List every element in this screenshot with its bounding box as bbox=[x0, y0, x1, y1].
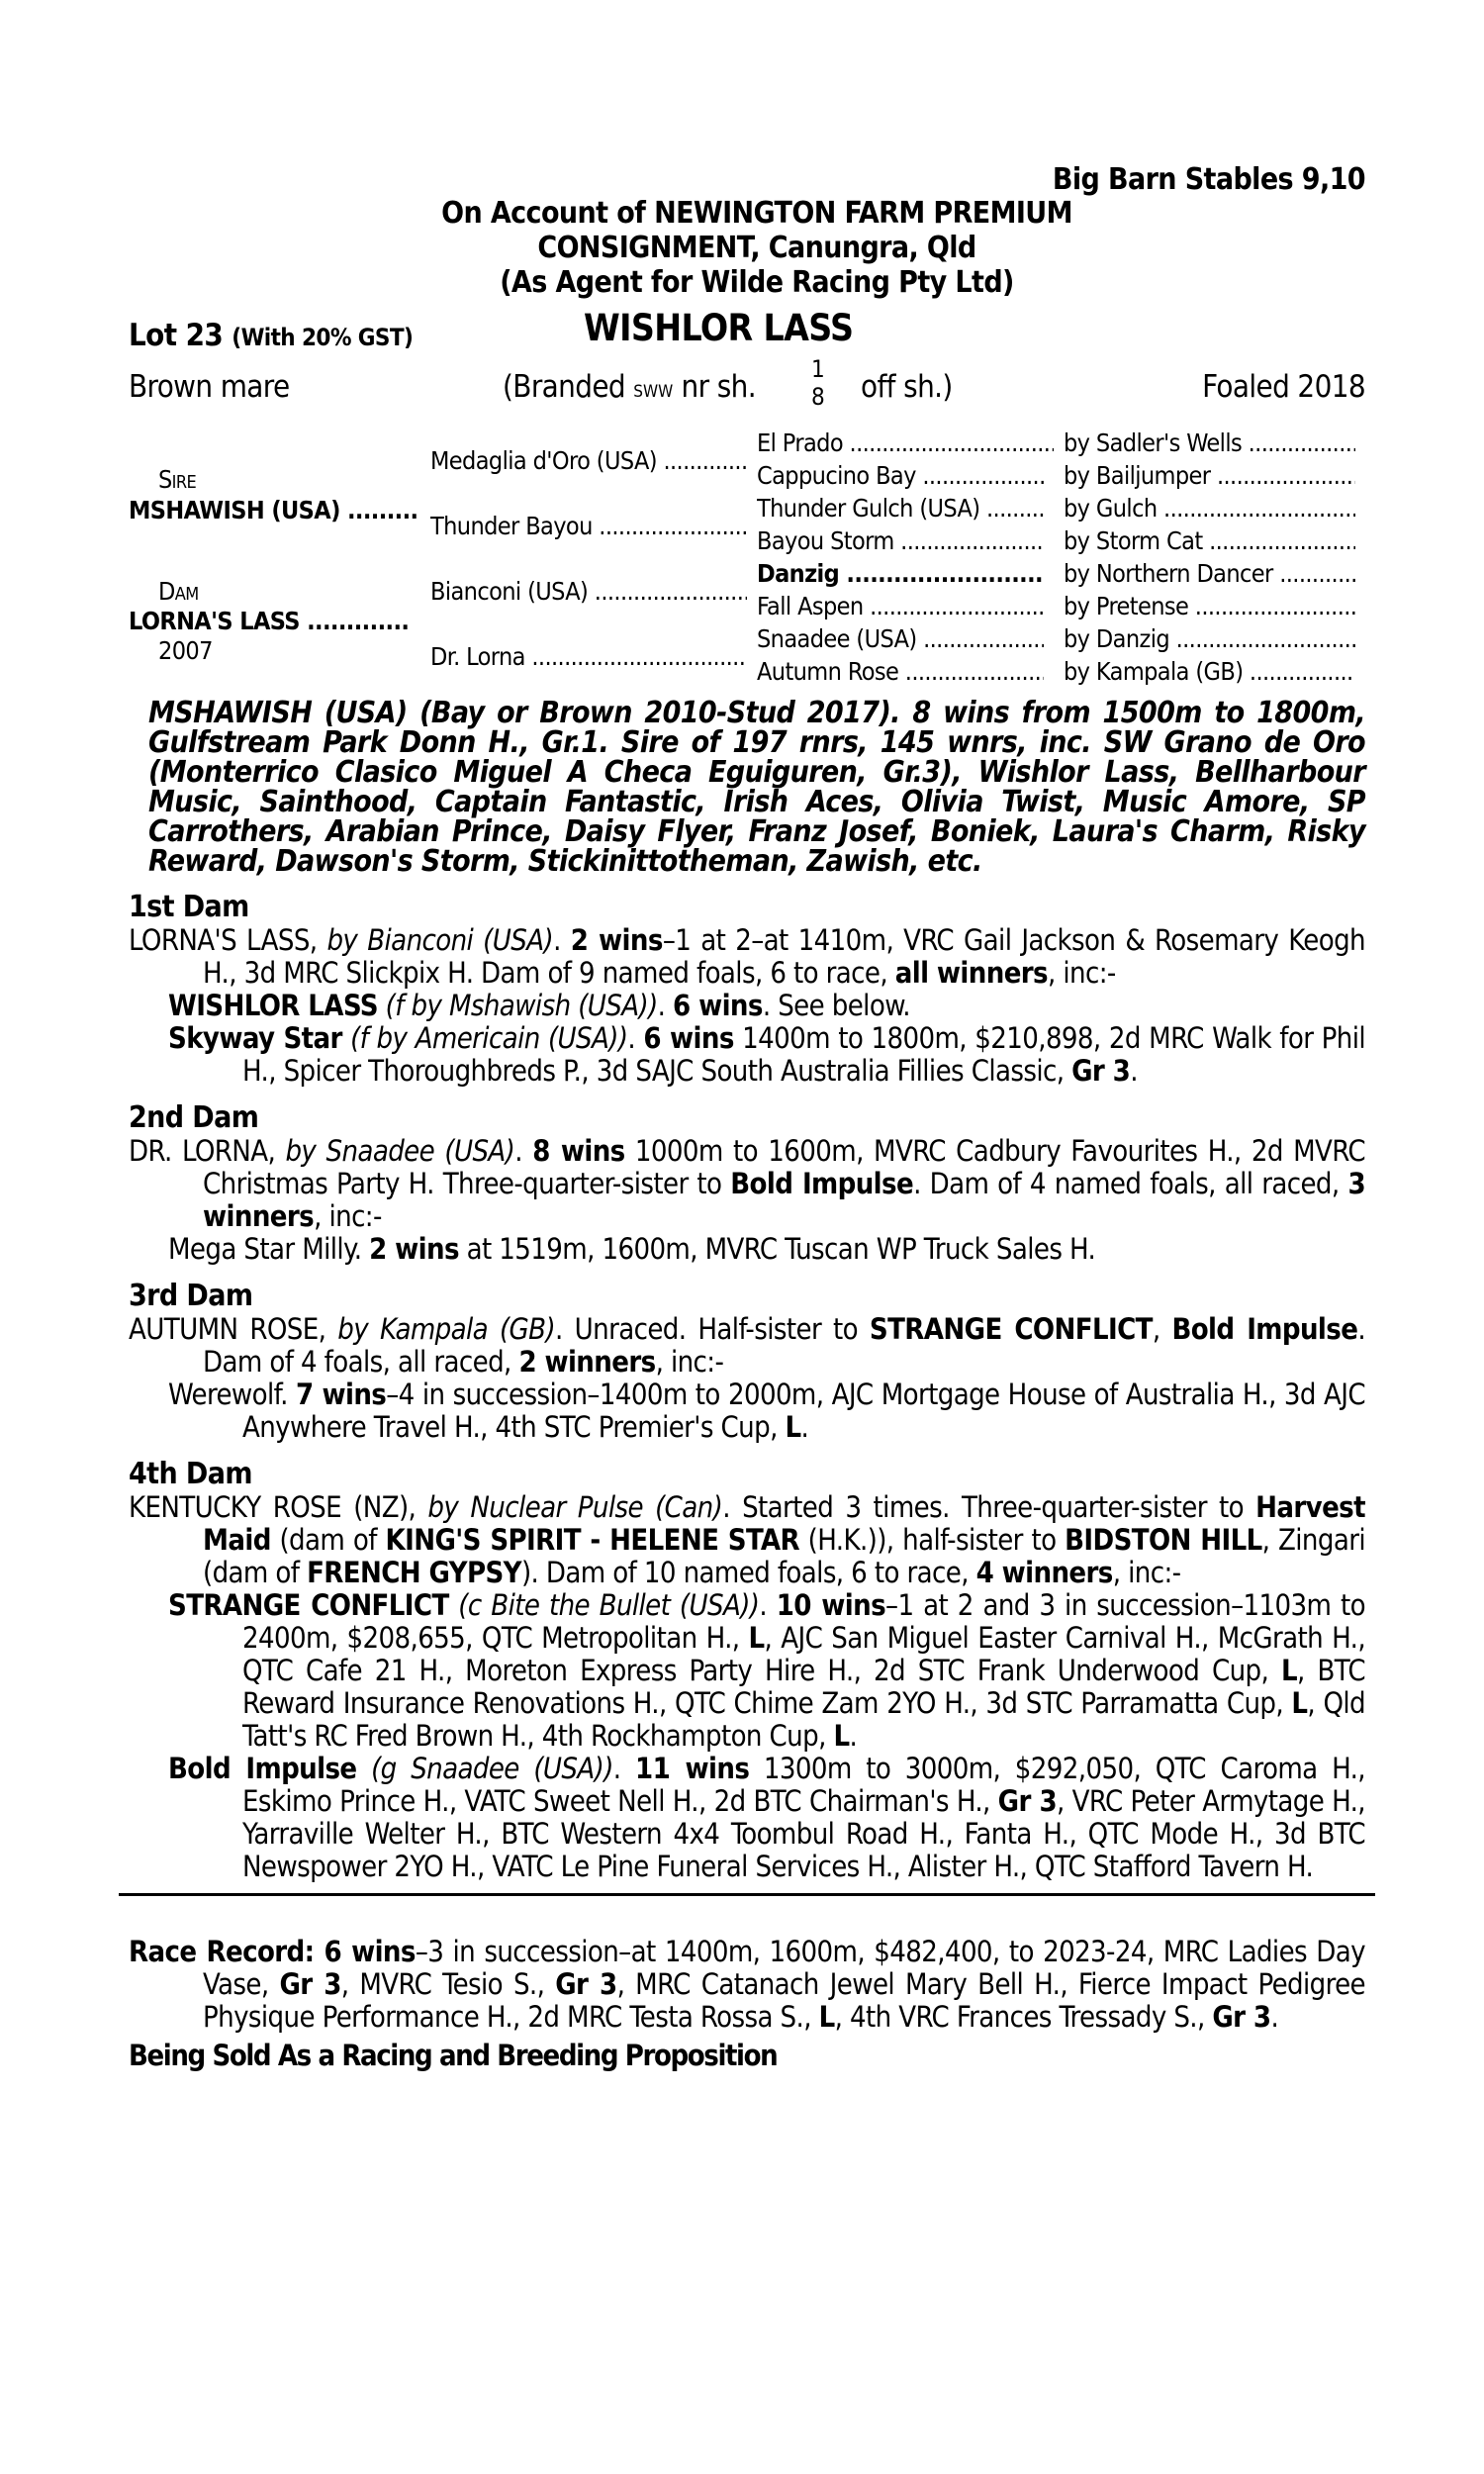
text-segment: . bbox=[553, 923, 571, 957]
sire-label: Sire bbox=[158, 465, 197, 494]
text-segment: . bbox=[627, 1021, 644, 1055]
text-segment: 11 wins bbox=[635, 1752, 750, 1785]
lot-number bbox=[129, 320, 413, 354]
text-segment: 1300m to 3000m, $292,050, QTC Caroma H., Eskimo Prince H., VATC Sweet Nell H., 2d BTC Chairman's H., bbox=[242, 1752, 1365, 1818]
text-segment: Werewolf. bbox=[168, 1378, 296, 1411]
text-segment: KING'S SPIRIT - HELENE STAR bbox=[385, 1523, 799, 1557]
text-segment: . bbox=[1270, 2000, 1279, 2034]
text-segment: (g Snaadee (USA)) bbox=[356, 1752, 613, 1785]
text-segment: by Nuclear Pulse (Can) bbox=[427, 1490, 723, 1524]
text-segment: , VRC Peter Armytage H., Yarraville Welter H., BTC Western 4x4 Toombul Road H., Fanta H., QTC Mode H., 3d BTC Newspower 2YO H., VATC Le Pine Funeral Services H., Alister H., QTC Stafford Tavern H. bbox=[242, 1784, 1365, 1883]
gen3-ancestor: Autumn Rose ..... bbox=[757, 655, 1044, 688]
text-segment: (f by Mshawish (USA)) bbox=[377, 989, 658, 1022]
fraction-numerator: 1 bbox=[811, 355, 825, 383]
text-segment: 6 wins bbox=[643, 1021, 734, 1055]
gen3-ancestor: Cappucino Bay ..... bbox=[757, 459, 1044, 492]
text-segment: STRANGE CONFLICT bbox=[168, 1588, 449, 1622]
text-segment: Gr 3 bbox=[279, 1967, 341, 2001]
gen4-ancestor: by Danzig ..... bbox=[1064, 622, 1355, 655]
text-segment: 1400m to 1800m, $210,898, 2d MRC Walk for Phil H., Spicer Thoroughbreds P., 3d SAJC South Australia Fillies Classic, bbox=[242, 1021, 1366, 1088]
gen4-ancestor: by Kampala (GB) ..... bbox=[1064, 655, 1355, 688]
text-segment: DR. LORNA, bbox=[129, 1134, 286, 1168]
text-segment: L bbox=[1291, 1686, 1308, 1720]
text-segment: Gr 3 bbox=[1071, 1054, 1131, 1088]
text-segment: , inc:- bbox=[655, 1345, 724, 1379]
pedigree-table bbox=[129, 427, 1365, 689]
text-segment: Gr 3 bbox=[1212, 2000, 1271, 2034]
description-row bbox=[129, 355, 1365, 423]
fraction-denominator: 8 bbox=[811, 383, 825, 411]
gen3-ancestor: El Prado ..... bbox=[757, 427, 1054, 459]
text-segment: by Kampala (GB) bbox=[337, 1312, 556, 1346]
text-segment: , MVRC Tesio S., bbox=[340, 1967, 556, 2001]
text-segment: . bbox=[657, 989, 674, 1022]
text-segment: –1 at 2–at 1410m, VRC Gail Jackson & Rosemary Keogh H., 3d MRC Slickpix H. Dam of 9 named foals, 6 to race, bbox=[203, 923, 1365, 990]
gen4-ancestor: by Gulch ..... bbox=[1064, 492, 1355, 524]
sire-summary: MSHAWISH (USA) (Bay or Brown 2010-Stud 2017). 8 wins from 1500m to 1800m, Gulfstream Park Donn H., Gr.1. Sire of 197 rnrs, 145 wnrs, inc. SW Grano de Oro (Monterrico Clasico Miguel A Checa Eguiguren, Gr.3), Wishlor Lass, Bellharbour Music, Sainthood, Captain Fantastic, Irish Aces, Olivia Twist, Music Amore, SP Carrothers, Arabian Prince, Daisy Flyer, Franz Josef, Boniek, Laura's Charm, Risky Reward, Dawson's Storm, Stickinittotheman, Zawish, etc. bbox=[148, 696, 1365, 879]
gen2-dam-dam: Dr. Lorna ..... bbox=[430, 640, 747, 673]
branded-mid: nr sh. bbox=[681, 369, 756, 405]
text-segment: L bbox=[1280, 1654, 1297, 1687]
text-segment: . Started 3 times. Three-quarter-sister to bbox=[722, 1490, 1256, 1524]
text-segment: Harvest Maid bbox=[203, 1490, 1365, 1557]
dam-foaled-year: 2007 bbox=[158, 636, 213, 665]
lot-label: Lot 23 bbox=[129, 318, 224, 353]
text-segment: Bold Impulse bbox=[1171, 1312, 1358, 1346]
brand-mark: SWW bbox=[633, 382, 674, 402]
text-segment: KENTUCKY ROSE (NZ), bbox=[129, 1490, 428, 1524]
text-segment: L bbox=[818, 2000, 835, 2034]
text-segment: by Bianconi (USA) bbox=[326, 923, 554, 957]
progeny-entry bbox=[129, 1379, 1365, 1444]
text-segment: . See below. bbox=[762, 989, 910, 1022]
sale-proposition: Being Sold As a Racing and Breeding Proposition bbox=[129, 2039, 778, 2072]
text-segment: 2 wins bbox=[369, 1232, 459, 1266]
text-segment: 10 wins bbox=[776, 1588, 886, 1622]
text-segment: Gr 3 bbox=[997, 1784, 1058, 1818]
catalogue-page bbox=[129, 163, 1365, 2072]
gen3-ancestor: Snaadee (USA) ..... bbox=[757, 622, 1044, 655]
text-segment: , inc:- bbox=[1048, 956, 1116, 990]
horse-name: WISHLOR LASS bbox=[584, 307, 854, 349]
progeny-entry bbox=[129, 1022, 1365, 1088]
text-segment: STRANGE CONFLICT bbox=[869, 1312, 1153, 1346]
text-segment: Skyway Star bbox=[168, 1021, 342, 1055]
text-segment: , AJC San Miguel Easter Carnival H., McGrath H., QTC Cafe 21 H., Moreton Express Party Hire H., 2d STC Frank Underwood Cup, bbox=[242, 1621, 1365, 1687]
sire-name: MSHAWISH (USA) ..... bbox=[129, 494, 417, 526]
text-segment: L bbox=[785, 1410, 801, 1444]
dam-entry bbox=[129, 1491, 1365, 1589]
branded-suffix: off sh.) bbox=[861, 369, 953, 405]
section-heading: 4th Dam bbox=[129, 1457, 252, 1491]
brand-info bbox=[503, 371, 756, 409]
text-segment: by Snaadee (USA) bbox=[285, 1134, 515, 1168]
progeny-entry bbox=[129, 990, 1365, 1022]
divider bbox=[119, 1893, 1375, 1896]
text-segment: Race Record: 6 wins bbox=[129, 1935, 416, 1968]
text-segment: 2 wins bbox=[570, 923, 663, 957]
gen3-ancestor: Bayou Storm ..... bbox=[757, 524, 1044, 557]
gen4-ancestor: by Pretense ..... bbox=[1064, 590, 1355, 622]
text-segment: Gr 3 bbox=[555, 1967, 617, 2001]
consignor-line: CONSIGNMENT, Canungra, Qld bbox=[537, 231, 976, 265]
progeny-entry bbox=[129, 1233, 1365, 1266]
gst-note: (With 20% GST) bbox=[232, 324, 414, 351]
text-segment: (dam of bbox=[270, 1523, 386, 1557]
text-segment: . bbox=[1130, 1054, 1138, 1088]
text-segment: , 4th VRC Frances Tressady S., bbox=[834, 2000, 1213, 2034]
text-segment: all winners bbox=[894, 956, 1048, 990]
gen4-ancestor: by Storm Cat ..... bbox=[1064, 524, 1355, 557]
dam-entry bbox=[129, 924, 1365, 990]
text-segment: , Zingari (dam of bbox=[203, 1523, 1365, 1589]
text-segment: 1000m to 1600m, MVRC Cadbury Favourites H., 2d MVRC Christmas Party H. Three-quarter-sister to bbox=[203, 1134, 1365, 1200]
text-segment: , Qld Tatt's RC Fred Brown H., 4th Rockhampton Cup, bbox=[242, 1686, 1365, 1753]
dam-sections bbox=[129, 891, 1365, 1883]
text-segment: 2 winners bbox=[518, 1345, 656, 1379]
dam-label: Dam bbox=[158, 577, 199, 606]
text-segment: 7 wins bbox=[295, 1378, 387, 1411]
text-segment: . bbox=[849, 1719, 858, 1753]
text-segment: AUTUMN ROSE, bbox=[129, 1312, 338, 1346]
gen2-dam-sire: Bianconi (USA) ..... bbox=[430, 575, 747, 608]
foaled-year: Foaled 2018 bbox=[1202, 369, 1365, 405]
text-segment: , inc:- bbox=[1112, 1556, 1181, 1589]
text-segment: , MRC Catanach Jewel Mary Bell H., Fierce Impact Pedigree Physique Performance H., 2d MRC Testa Rossa S., bbox=[203, 1967, 1366, 2034]
dam-entry bbox=[129, 1313, 1365, 1379]
text-segment: ). Dam of 10 named foals, 6 to race, bbox=[520, 1556, 976, 1589]
progeny-entry bbox=[129, 1753, 1365, 1883]
text-segment: WISHLOR LASS bbox=[168, 989, 378, 1022]
gen4-ancestor: by Northern Dancer ..... bbox=[1064, 557, 1355, 590]
text-segment: 4 winners bbox=[975, 1556, 1113, 1589]
text-segment: BIDSTON HILL bbox=[1065, 1523, 1262, 1557]
consignor-line: On Account of NEWINGTON FARM PREMIUM bbox=[441, 196, 1072, 231]
text-segment: , BTC Reward Insurance Renovations H., QTC Chime Zam 2YO H., 3d STC Parramatta Cup, bbox=[242, 1654, 1366, 1720]
text-segment: –1 at 2 and 3 in succession–1103m to 2400m, $208,655, QTC Metropolitan H., bbox=[242, 1588, 1365, 1655]
text-segment: (f by Americain (USA)) bbox=[341, 1021, 628, 1055]
text-segment: LORNA'S LASS, bbox=[129, 923, 327, 957]
text-segment: 3 winners bbox=[203, 1167, 1365, 1233]
text-segment: Bold Impulse bbox=[730, 1167, 914, 1200]
text-segment: . bbox=[514, 1134, 533, 1168]
text-segment: , inc:- bbox=[314, 1199, 382, 1233]
stables-location: Big Barn Stables 9,10 bbox=[1052, 162, 1365, 197]
text-segment: –3 in succession–at 1400m, 1600m, $482,400, to 2023-24, MRC Ladies Day Vase, bbox=[203, 1935, 1365, 2001]
text-segment: at 1519m, 1600m, MVRC Tuscan WP Truck Sales H. bbox=[458, 1232, 1096, 1266]
text-segment: , bbox=[1152, 1312, 1172, 1346]
text-segment: 8 wins bbox=[532, 1134, 625, 1168]
consignor-line: (As Agent for Wilde Racing Pty Ltd) bbox=[500, 265, 1014, 300]
race-record bbox=[129, 1936, 1365, 2034]
branded-prefix: (Branded bbox=[503, 369, 626, 405]
text-segment: 6 wins bbox=[673, 989, 763, 1022]
text-segment: FRENCH GYPSY bbox=[307, 1556, 521, 1589]
gen3-ancestor: Danzig ..... bbox=[757, 557, 1044, 590]
text-segment: . Dam of 4 foals, all raced, bbox=[203, 1312, 1365, 1379]
gen4-ancestor: by Bailjumper ..... bbox=[1064, 459, 1355, 492]
dam-name: LORNA'S LASS ..... bbox=[129, 605, 408, 637]
text-segment: –4 in succession–1400m to 2000m, AJC Mortgage House of Australia H., 3d AJC Anywhere Travel H., 4th STC Premier's Cup, bbox=[242, 1378, 1365, 1444]
text-segment: . bbox=[800, 1410, 809, 1444]
dam-entry bbox=[129, 1135, 1365, 1233]
section-heading: 2nd Dam bbox=[129, 1100, 259, 1135]
sex-colour: Brown mare bbox=[129, 369, 290, 405]
text-segment: Mega Star Milly. bbox=[168, 1232, 370, 1266]
text-segment: . bbox=[759, 1588, 777, 1622]
text-segment: . Unraced. Half-sister to bbox=[555, 1312, 870, 1346]
gen2-sire-sire: Medaglia d'Oro (USA) ..... bbox=[430, 444, 747, 477]
text-segment: Bold Impulse bbox=[168, 1752, 357, 1785]
text-segment: (H.K.)), half-sister to bbox=[799, 1523, 1066, 1557]
gen4-ancestor: by Sadler's Wells ..... bbox=[1064, 427, 1355, 459]
text-segment: . Dam of 4 named foals, all raced, bbox=[913, 1167, 1348, 1200]
consignor bbox=[129, 196, 1365, 300]
gen3-ancestor: Fall Aspen ..... bbox=[757, 590, 1044, 622]
progeny-entry bbox=[129, 1589, 1365, 1753]
section-heading: 1st Dam bbox=[129, 890, 249, 924]
gen3-ancestor: Thunder Gulch (USA) ..... bbox=[757, 492, 1044, 524]
text-segment: L bbox=[748, 1621, 765, 1655]
text-segment: L bbox=[833, 1719, 850, 1753]
gen2-sire-dam: Thunder Bayou ..... bbox=[430, 510, 747, 542]
brand-fraction bbox=[811, 355, 824, 411]
lot-row bbox=[129, 307, 1365, 361]
text-segment: (c Bite the Bullet (USA)) bbox=[448, 1588, 760, 1622]
text-segment: . bbox=[612, 1752, 636, 1785]
section-heading: 3rd Dam bbox=[129, 1279, 253, 1313]
